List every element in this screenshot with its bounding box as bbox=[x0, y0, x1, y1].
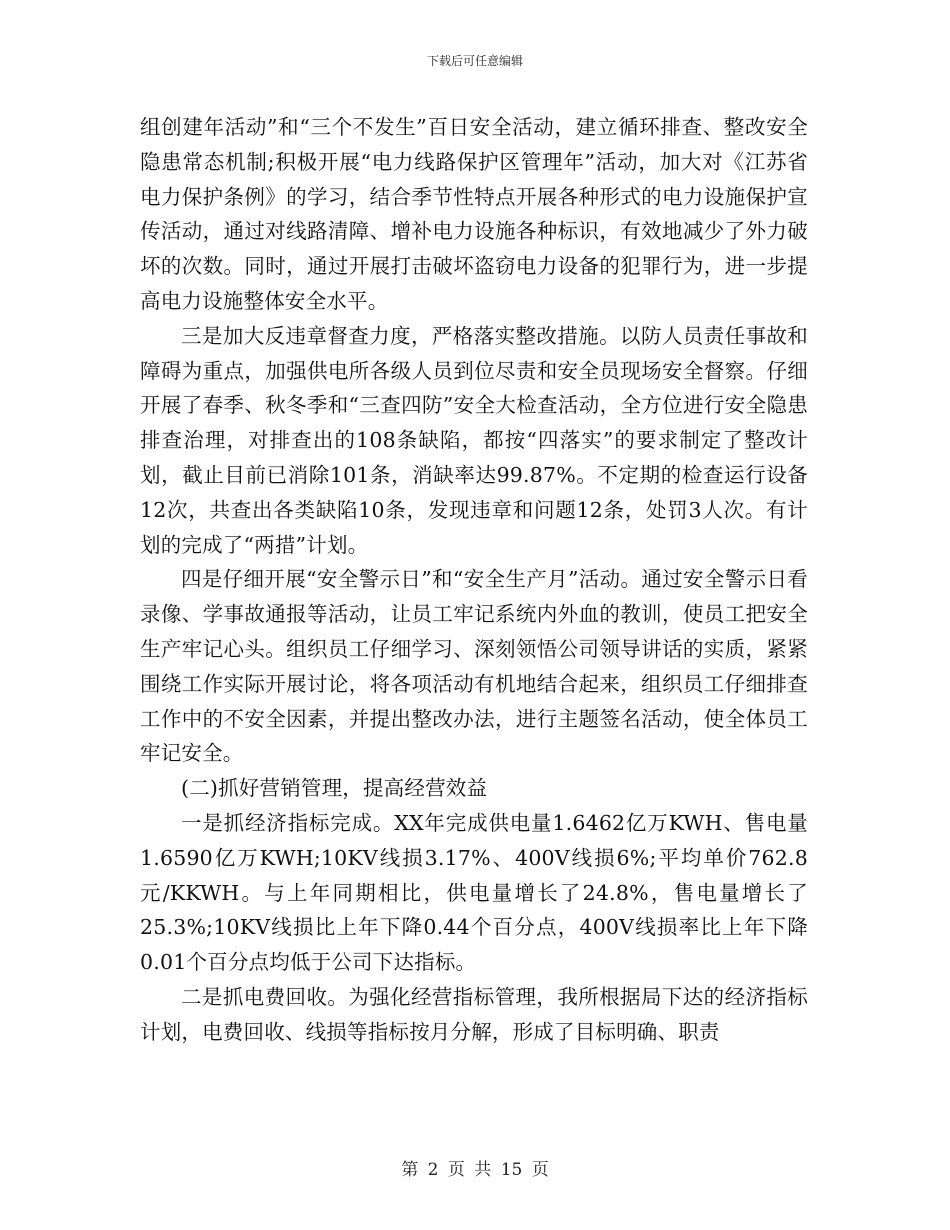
paragraph-3: 四是仔细开展“安全警示日”和“安全生产月”活动。通过安全警示日看录像、学事故通报等活动，让员工牢记系统内外血的教训，使员工把安全生产牢记心头。组织员工仔细学习、深刻领悟公司领导讲话的实质，紧紧围绕工作实际开展讨论，将各项活动有机地结合起来，组织员工仔细排查工作中的不安全因素，并提出整改办法，进行主题签名活动，使全体员工牢记安全。 bbox=[140, 567, 808, 766]
document-body bbox=[140, 110, 808, 1050]
paragraph-2: 三是加大反违章督查力度，严格落实整改措施。以防人员责任事故和障碍为重点，加强供电所各级人员到位尽责和安全员现场安全督察。仔细开展了春季、秋冬季和“三查四防”安全大检查活动，全方位进行安全隐患排查治理，对排查出的108条缺陷，都按“四落实”的要求制定了整改计划，截止目前已消除101条，消缺率达99.87%。不定期的检查运行设备12次，共查出各类缺陷10条，发现违章和问题12条，处罚3人次。有计划的完成了“两措”计划。 bbox=[140, 323, 808, 557]
paragraph-4: 一是抓经济指标完成。XX年完成供电量1.6462亿万KWH、售电量1.6590亿万KWH;10KV线损3.17%、400V线损6%;平均单价762.8元/KKWH。与上年同期相比，供电量增长了24.8%，售电量增长了25.3%;10KV线损比上年下降0.44个百分点，400V线损率比上年下降0.01个百分点均低于公司下达指标。 bbox=[140, 810, 808, 975]
page-footer: 第 2 页 共 15 页 bbox=[401, 1160, 549, 1180]
paragraph-5: 二是抓电费回收。为强化经营指标管理，我所根据局下达的经济指标计划，电费回收、线损等指标按月分解，形成了目标明确、职责 bbox=[140, 984, 808, 1044]
paragraph-1: 组创建年活动”和“三个不发生”百日安全活动，建立循环排查、整改安全隐患常态机制;积极开展“电力线路保护区管理年”活动，加大对《江苏省电力保护条例》的学习，结合季节性特点开展各种形式的电力设施保护宣传活动，通过对线路清障、增补电力设施各种标识，有效地减少了外力破坏的次数。同时，通过开展打击破坏盗窃电力设备的犯罪行为，进一步提高电力设施整体安全水平。 bbox=[140, 115, 808, 313]
section-heading: (二)抓好营销管理，提高经营效益 bbox=[181, 776, 488, 801]
page-header: 下载后可任意编辑 bbox=[426, 54, 523, 68]
